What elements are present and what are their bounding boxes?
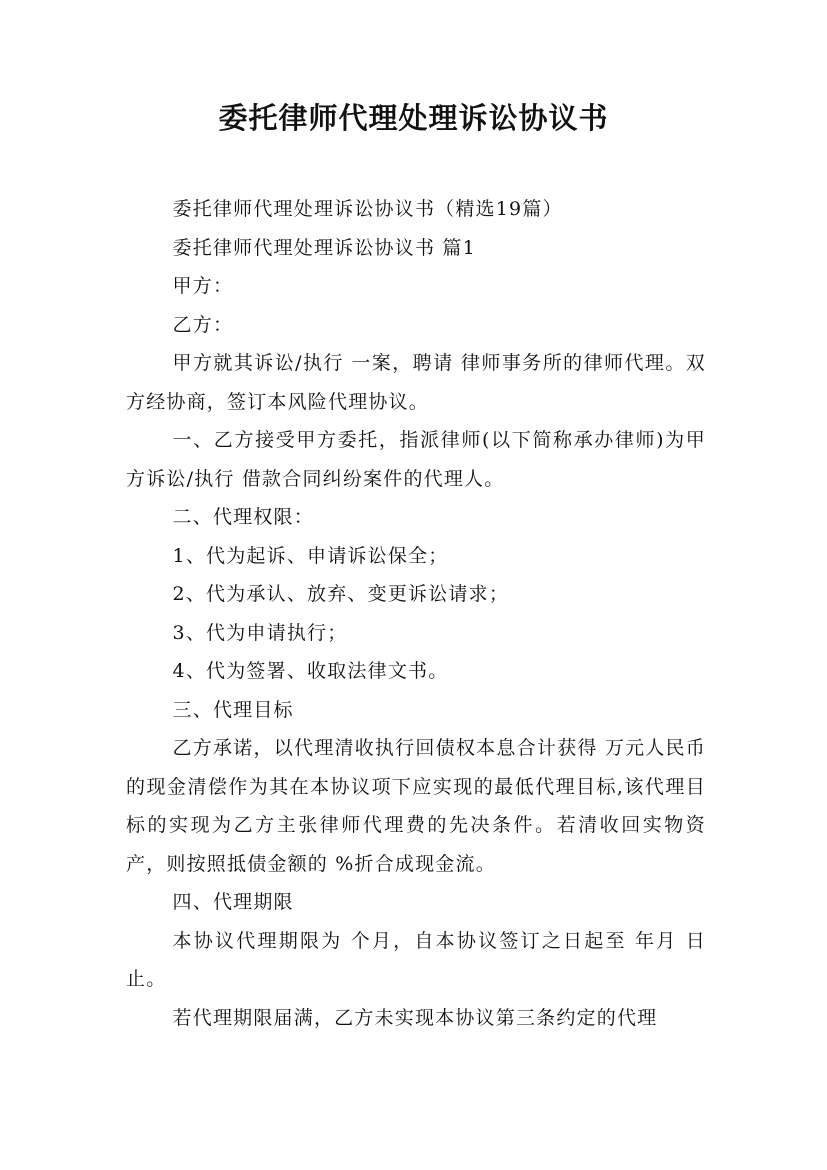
paragraph-party-b: 乙方： [172,313,234,336]
paragraph-clause-3-heading: 三、代理目标 [172,698,294,721]
paragraph-clause-2-heading: 二、代理权限： [172,506,314,528]
paragraph-authority-4: 4、代为签署、收取法律文书。 [172,660,449,682]
paragraph-authority-1: 1、代为起诉、申请诉讼保全； [172,544,449,567]
document-body [126,190,706,1037]
paragraph-clause-3-body: 乙方承诺，以代理清收执行回债权本息合计获得 万元人民币的现金清偿作为其在本协议项下应实现的最低代理目标,该代理目标的实现为乙方主张律师代理费的先决条件。若清收回实物资产，则按照抵债金额的 %折合成现金流。 [126,737,706,875]
document-title: 委托律师代理处理诉讼协议书 [218,101,609,135]
paragraph-clause-1: 一、乙方接受甲方委托，指派律师(以下简称承办律师)为甲方诉讼/执行 借款合同纠纷案件的代理人。 [126,429,706,490]
paragraph-clause-4-body: 本协议代理期限为 个月，自本协议签订之日起至 年月 日止。 [126,929,706,990]
paragraph-authority-2: 2、代为承认、放弃、变更诉讼请求； [172,583,510,605]
paragraph-party-a: 甲方： [172,275,234,297]
paragraph-engagement: 甲方就其诉讼/执行 一案，聘请 律师事务所的律师代理。双方经协商，签订本风险代理协议。 [126,352,706,413]
paragraph-clause-4-heading: 四、代理期限 [172,891,294,913]
paragraph-subtitle: 委托律师代理处理诉讼协议书（精选19篇） [172,198,563,220]
paragraph-section-heading: 委托律师代理处理诉讼协议书 篇1 [172,236,476,259]
paragraph-clause-4-continued: 若代理期限届满，乙方未实现本协议第三条约定的代理 [172,1006,658,1029]
paragraph-authority-3: 3、代为申请执行； [172,621,348,644]
